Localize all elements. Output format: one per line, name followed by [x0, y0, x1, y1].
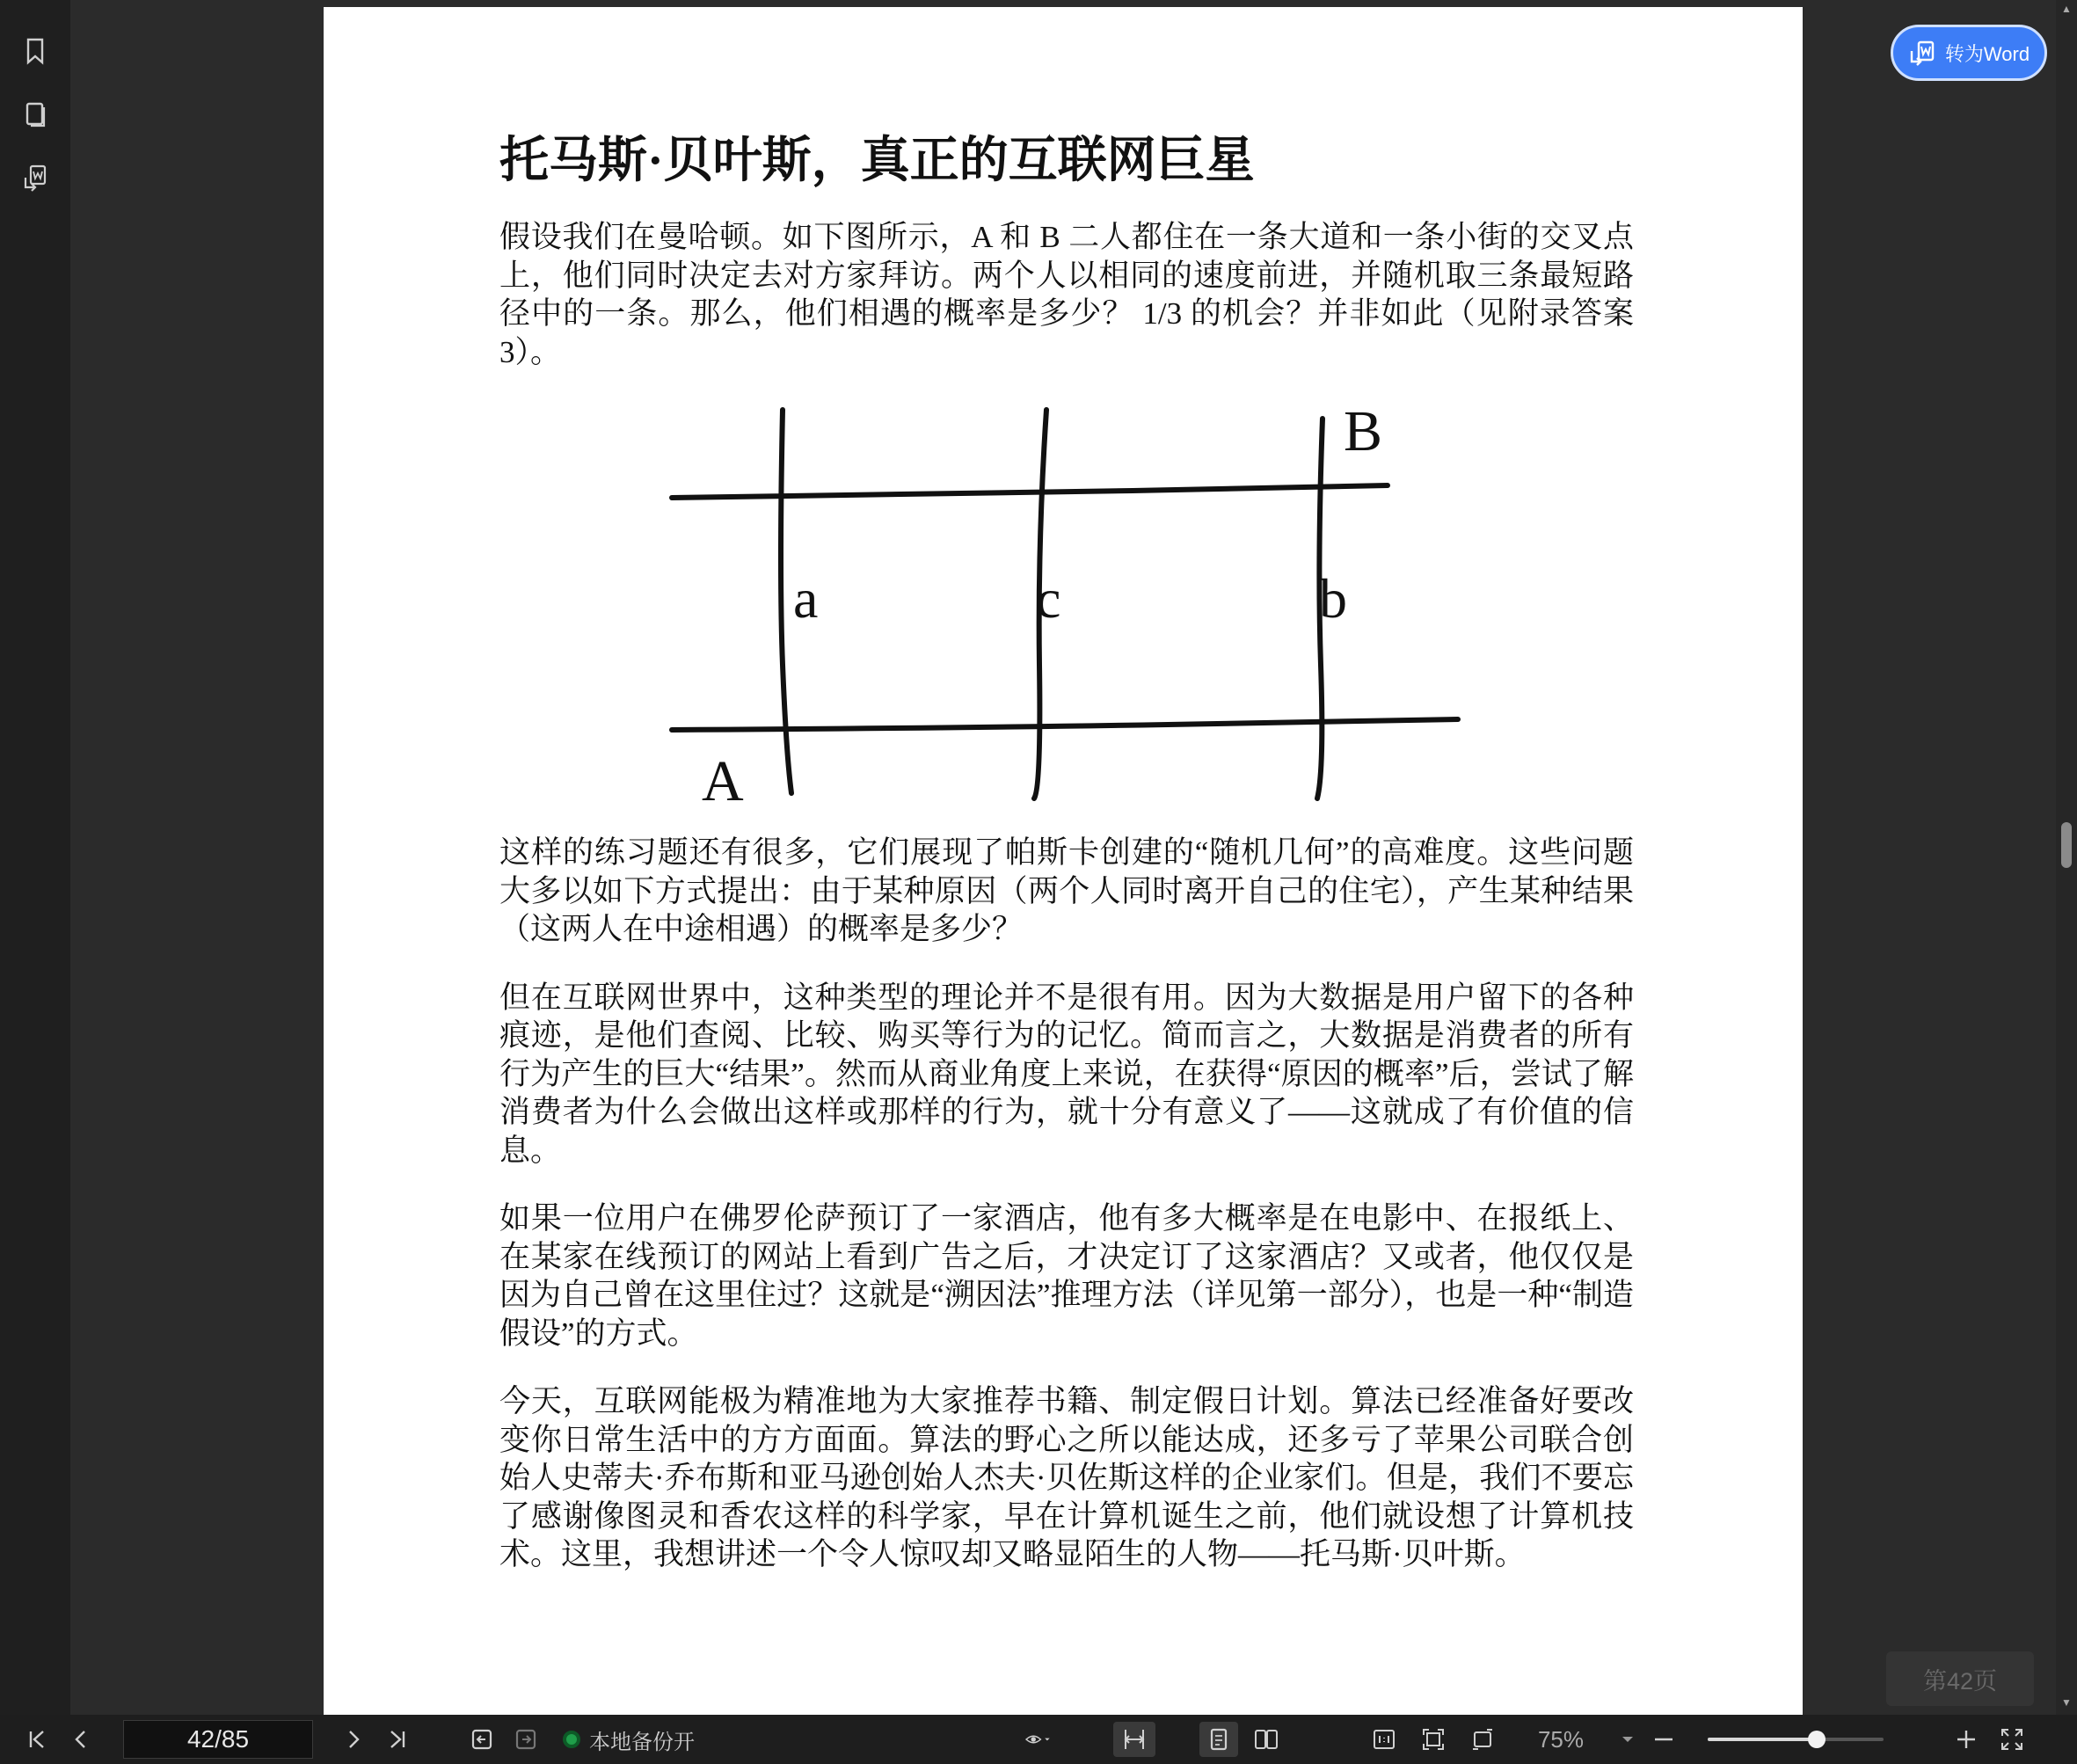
grid-line-bottom [672, 719, 1458, 730]
convert-to-word-button[interactable] [1891, 25, 2047, 81]
paragraph-4: 如果一位用户在佛罗伦萨预订了一家酒店，他有多大概率是在电影中、在报纸上、在某家在线预订的网站上看到广告之后，才决定订了这家酒店？又或者，他仅仅是因为自己曾在这里住过？这就是“溯因法”推理方法（详见第一部分），也是一种“制造假设”的方式。 [499, 1201, 1634, 1351]
label-point-b: B [1344, 401, 1383, 463]
convert-to-word-label: 转为Word [1944, 42, 2030, 65]
document-page [324, 7, 1803, 1715]
bookmark-icon[interactable] [14, 30, 56, 72]
actual-size-icon[interactable] [1366, 1722, 1402, 1757]
paragraph-3: 但在互联网世界中，这种类型的理论并不是很有用。因为大数据是用户留下的各种痕迹，是他们查阅、比较、购买等行为的记忆。简而言之，大数据是消费者的所有行为产生的巨大“结果”。然而从商业角度上来说，在获得“原因的概率”后，尝试了解消费者为什么会做出这样或那样的行为，就十分有意义了——这就成了有价值的信息。 [499, 980, 1634, 1168]
previous-page-icon[interactable] [63, 1722, 98, 1757]
next-page-icon[interactable] [336, 1722, 371, 1757]
fit-page-icon[interactable] [1416, 1722, 1451, 1757]
grid-line-left [781, 410, 791, 793]
zoom-slider-thumb[interactable] [1808, 1731, 1826, 1748]
forward-view-icon[interactable] [508, 1722, 543, 1757]
fullscreen-icon[interactable] [1994, 1722, 2030, 1757]
convert-document-icon[interactable] [14, 157, 56, 199]
label-point-a: A [702, 749, 744, 813]
single-page-icon[interactable] [1199, 1722, 1238, 1757]
fit-width-icon[interactable] [1113, 1722, 1155, 1757]
label-street-c: c [1036, 567, 1061, 630]
rotate-page-icon[interactable] [1465, 1722, 1500, 1757]
scroll-down-icon[interactable]: ▼ [2061, 1696, 2072, 1709]
left-sidebar [0, 0, 70, 1715]
word-convert-icon [1908, 39, 1936, 67]
back-view-icon[interactable] [464, 1722, 499, 1757]
zoom-out-icon[interactable] [1648, 1722, 1680, 1757]
backup-status-icon [563, 1731, 580, 1748]
bottom-toolbar [0, 1715, 2077, 1764]
zoom-dropdown-icon[interactable] [1614, 1722, 1641, 1757]
scroll-thumb[interactable] [2061, 822, 2072, 868]
street-grid-figure [499, 401, 1634, 823]
vertical-scrollbar[interactable] [2056, 0, 2077, 1715]
last-page-icon[interactable] [380, 1722, 415, 1757]
page-title: 托马斯·贝叶斯，真正的互联网巨星 [499, 134, 1255, 188]
paragraph-1: 假设我们在曼哈顿。如下图所示，A 和 B 二人都住在一条大道和一条小街的交叉点上，他们同时决定去对方家拜访。两个人以相同的速度前进，并随机取三条最短路径中的一条。那么，他们相遇的概率是多少？ 1/3 的机会？并非如此（见附录答案 3）。 [499, 220, 1634, 369]
backup-status[interactable] [563, 1724, 695, 1755]
page-content [499, 130, 1634, 1604]
label-street-b: b [1319, 567, 1347, 630]
first-page-icon[interactable] [19, 1722, 55, 1757]
street-grid-drawing [499, 401, 1634, 823]
scroll-up-icon[interactable]: ▲ [2061, 3, 2072, 15]
page-number-input[interactable]: 42/85 [123, 1720, 313, 1759]
zoom-level-value[interactable]: 75% [1537, 1726, 1585, 1753]
double-page-icon[interactable] [1247, 1722, 1286, 1757]
label-street-a: a [793, 567, 819, 630]
zoom-slider[interactable] [1708, 1725, 1884, 1753]
backup-status-label: 本地备份开 [589, 1730, 695, 1754]
paragraph-2: 这样的练习题还有很多，它们展现了帕斯卡创建的“随机几何”的高难度。这些问题大多以如下方式提出：由于某种原因（两个人同时离开自己的住宅），产生某种结果（这两人在中途相遇）的概率是多少？ [499, 835, 1634, 946]
document-viewer[interactable] [72, 0, 2059, 1715]
paragraph-5: 今天，互联网能极为精准地为大家推荐书籍、制定假日计划。算法已经准备好要改变你日常生活中的方方面面。算法的野心之所以能达成，还多亏了苹果公司联合创始人史蒂夫·乔布斯和亚马逊创始人杰夫·贝佐斯这样的企业家们。但是，我们不要忘了感谢像图灵和香农这样的科学家，早在计算机诞生之前，他们就设想了计算机技术。这里，我想讲述一个令人惊叹却又略显陌生的人物——托马斯·贝叶斯。 [499, 1384, 1634, 1571]
zoom-in-icon[interactable] [1950, 1722, 1982, 1757]
eye-protection-icon[interactable] [1011, 1722, 1064, 1757]
thumbnail-icon[interactable] [14, 93, 56, 135]
current-page-badge: 第42页 [1886, 1651, 2034, 1706]
zoom-slider-fill [1708, 1738, 1817, 1741]
